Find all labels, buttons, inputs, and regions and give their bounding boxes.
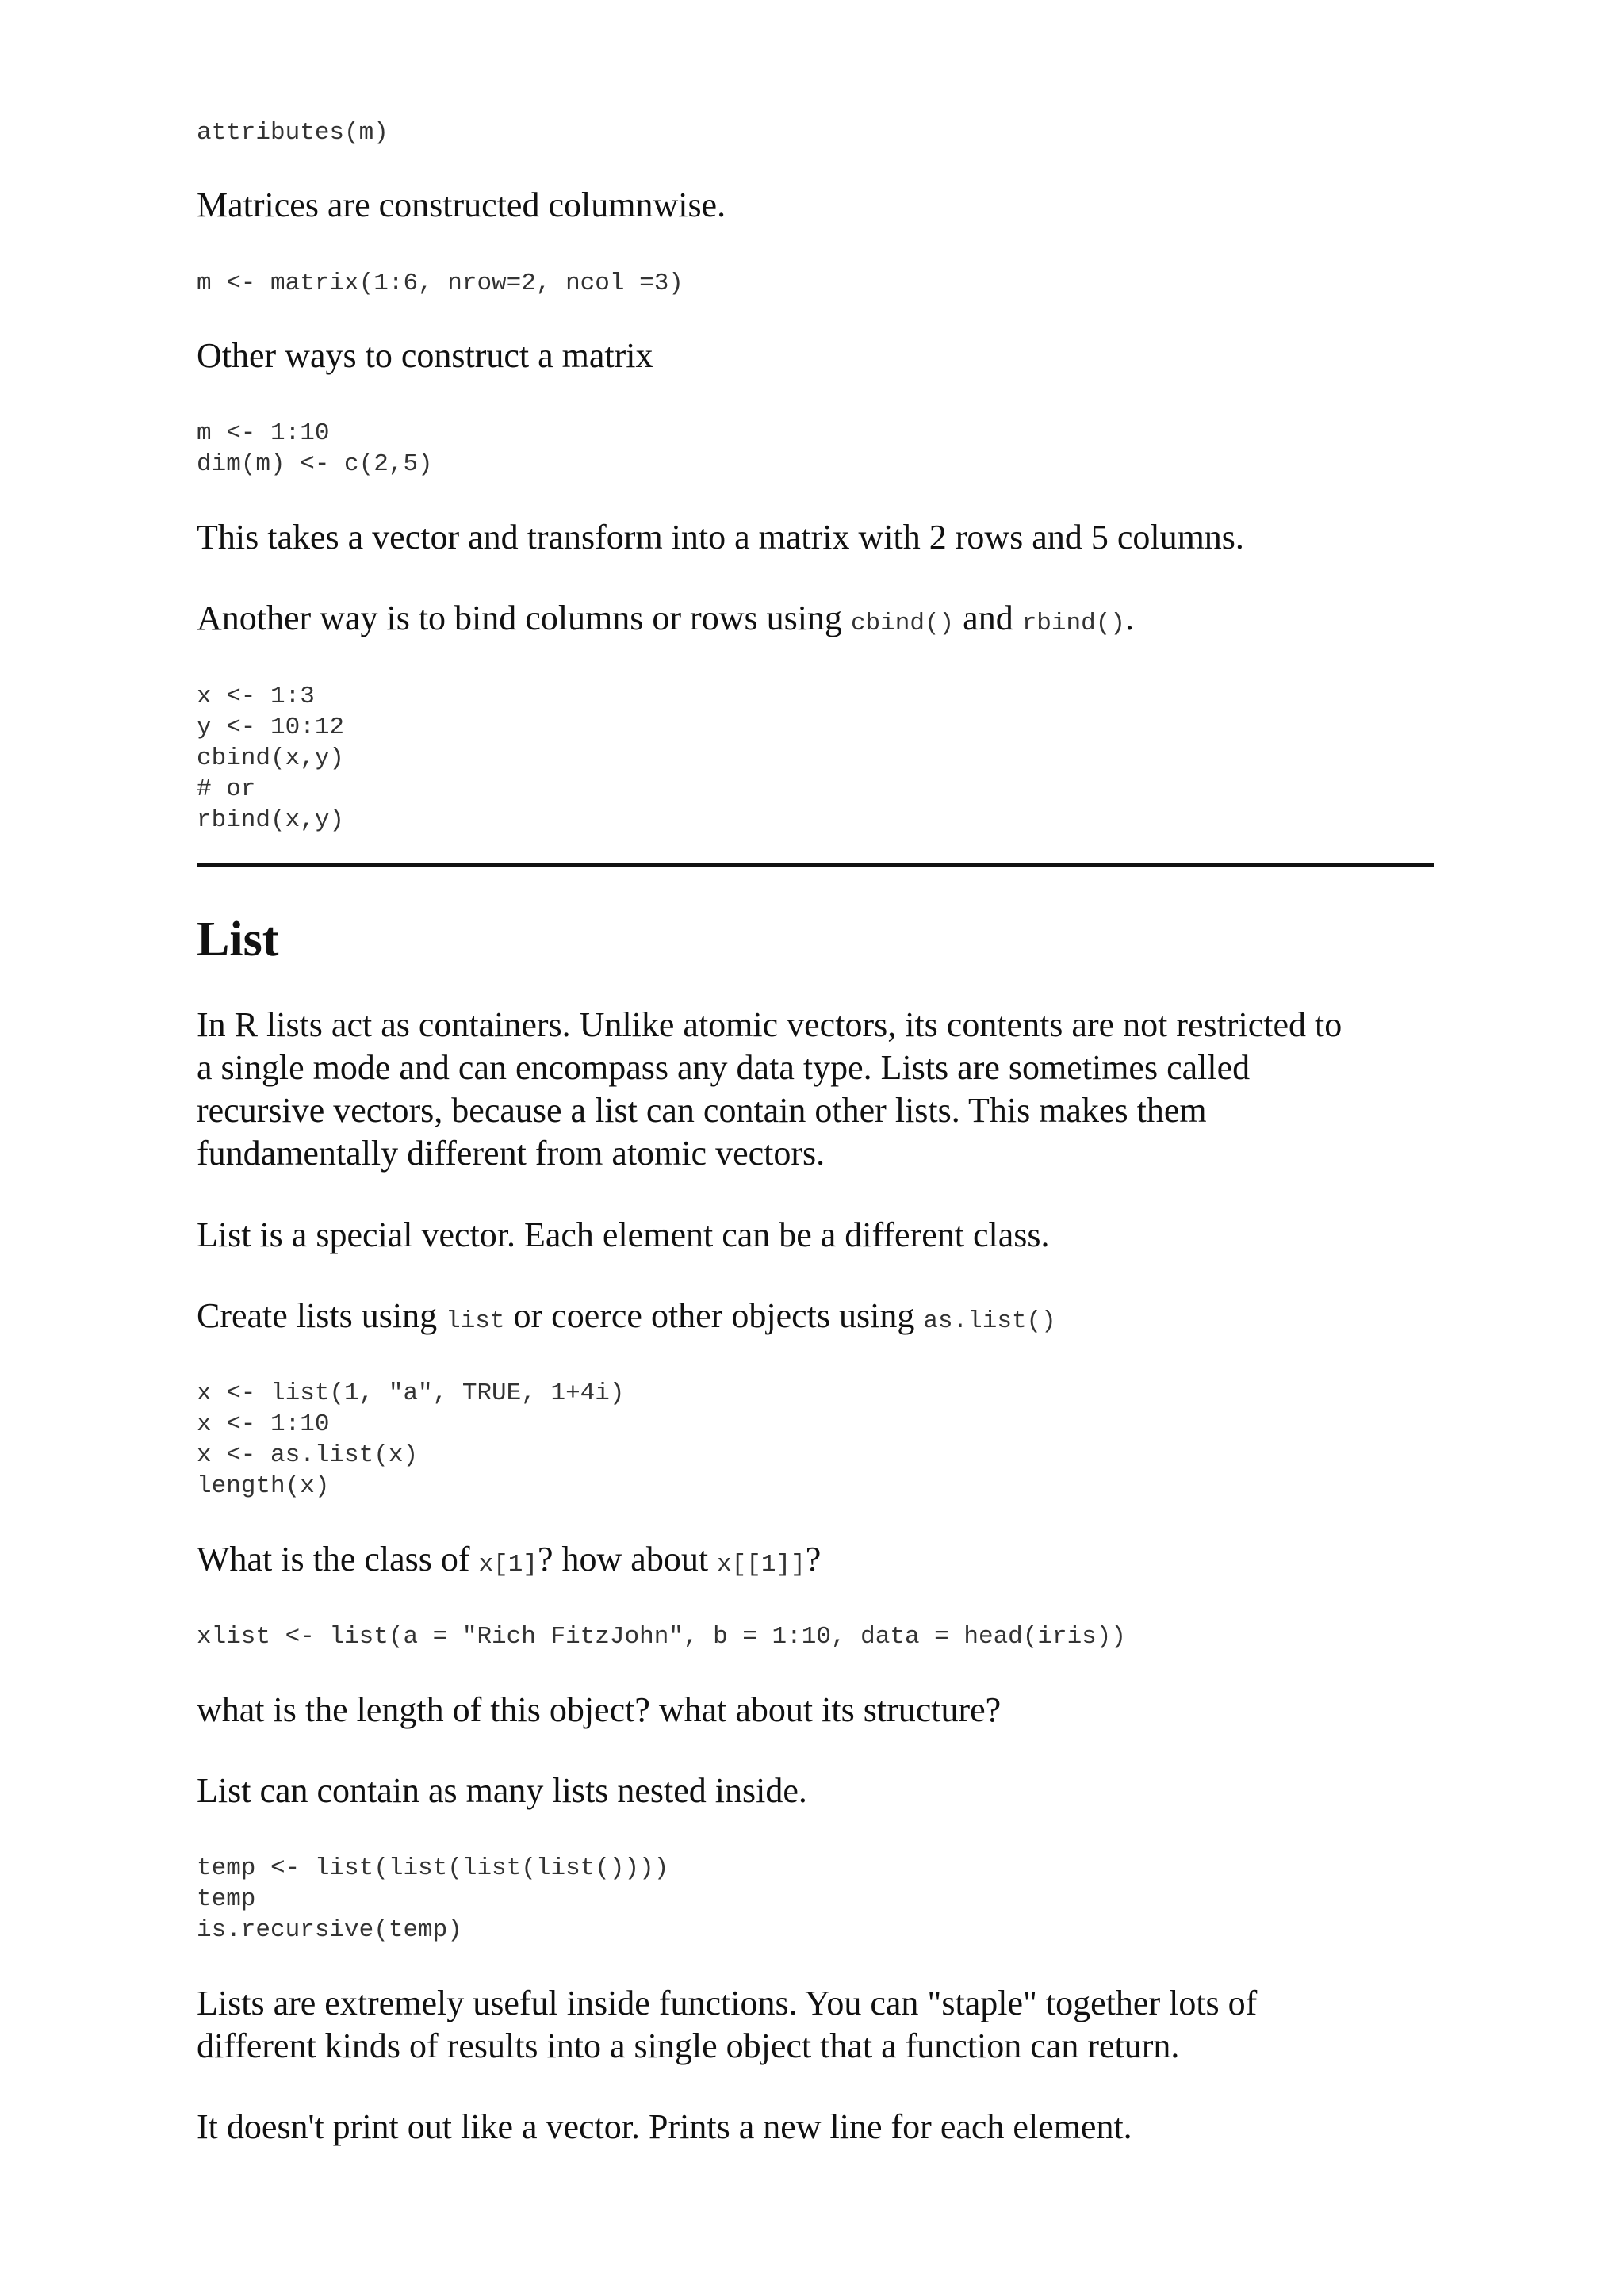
paragraph-bind [197, 597, 1434, 645]
code-block-dim [197, 418, 433, 480]
paragraph-class [197, 1538, 1434, 1586]
horizontal-rule [197, 863, 1434, 867]
inline-code-x1: x[1] [478, 1551, 538, 1578]
code-block-temp [197, 1853, 668, 1946]
inline-code-rbind: rbind() [1021, 610, 1125, 637]
paragraph-other-ways: Other ways to construct a matrix [197, 336, 653, 375]
paragraph-create [197, 1295, 1434, 1343]
paragraph-useful [197, 1982, 1434, 2068]
code-line: x <- 1:3 [197, 683, 315, 710]
paragraph-text: ? [805, 1540, 822, 1578]
paragraph-line: a single mode and can encompass any data type. Lists are sometimes called [197, 1048, 1251, 1087]
paragraph-line: Lists are extremely useful inside functions. You can "staple" together lots of [197, 1984, 1258, 2022]
code-line: is.recursive(temp) [197, 1916, 462, 1944]
code-line: attributes(m) [197, 119, 389, 147]
code-line: x <- 1:10 [197, 1410, 330, 1438]
inline-code-x-double-1: x[[1]] [717, 1551, 806, 1578]
code-block-matrix [197, 268, 684, 299]
code-line: y <- 10:12 [197, 714, 345, 741]
paragraph-text: Create lists using [197, 1296, 446, 1335]
paragraph-text: What is the class of [197, 1540, 479, 1578]
paragraph-line: fundamentally different from atomic vectors. [197, 1134, 825, 1173]
paragraph-columnwise: Matrices are constructed columnwise. [197, 186, 726, 224]
code-line: temp [197, 1885, 256, 1913]
paragraph-text: and [954, 599, 1022, 637]
code-line: cbind(x,y) [197, 744, 345, 772]
code-line: length(x) [197, 1472, 330, 1500]
code-line: m <- 1:10 [197, 419, 330, 447]
paragraph-containers [197, 1004, 1434, 1175]
paragraph-transform: This takes a vector and transform into a matrix with 2 rows and 5 columns. [197, 518, 1244, 557]
paragraph-text: Another way is to bind columns or rows using [197, 599, 851, 637]
code-block-xlist [197, 1621, 1126, 1652]
paragraph-nested: List can contain as many lists nested inside. [197, 1771, 807, 1810]
code-line: x <- as.list(x) [197, 1441, 419, 1469]
paragraph-text: ? how about [538, 1540, 718, 1578]
paragraph-length: what is the length of this object? what about its structure? [197, 1690, 1002, 1729]
paragraph-line: In R lists act as containers. Unlike atomic vectors, its contents are not restricted to [197, 1005, 1342, 1044]
paragraph-text: . [1124, 599, 1134, 637]
code-block-create [197, 1378, 625, 1502]
code-line: temp <- list(list(list(list()))) [197, 1854, 669, 1882]
code-line: x <- list(1, "a", TRUE, 1+4i) [197, 1380, 625, 1407]
code-line: dim(m) <- c(2,5) [197, 450, 433, 478]
heading-list: List [197, 913, 279, 966]
paragraph-print: It doesn't print out like a vector. Prints a new line for each element. [197, 2107, 1132, 2146]
code-block-attributes [197, 117, 389, 148]
paragraph-special-vector: List is a special vector. Each element can be a different class. [197, 1215, 1050, 1254]
paragraph-text: or coerce other objects using [504, 1296, 924, 1335]
code-line: # or [197, 775, 256, 803]
paragraph-line: different kinds of results into a single object that a function can return. [197, 2026, 1180, 2065]
inline-code-cbind: cbind() [850, 610, 955, 637]
code-line: rbind(x,y) [197, 806, 345, 834]
code-line: xlist <- list(a = "Rich FitzJohn", b = 1:10, data = head(iris)) [197, 1623, 1126, 1651]
inline-code-list: list [446, 1307, 505, 1335]
code-block-bind [197, 681, 344, 836]
paragraph-line: recursive vectors, because a list can contain other lists. This makes them [197, 1091, 1207, 1130]
code-line: m <- matrix(1:6, nrow=2, ncol =3) [197, 270, 684, 297]
inline-code-as-list: as.list() [923, 1307, 1056, 1335]
